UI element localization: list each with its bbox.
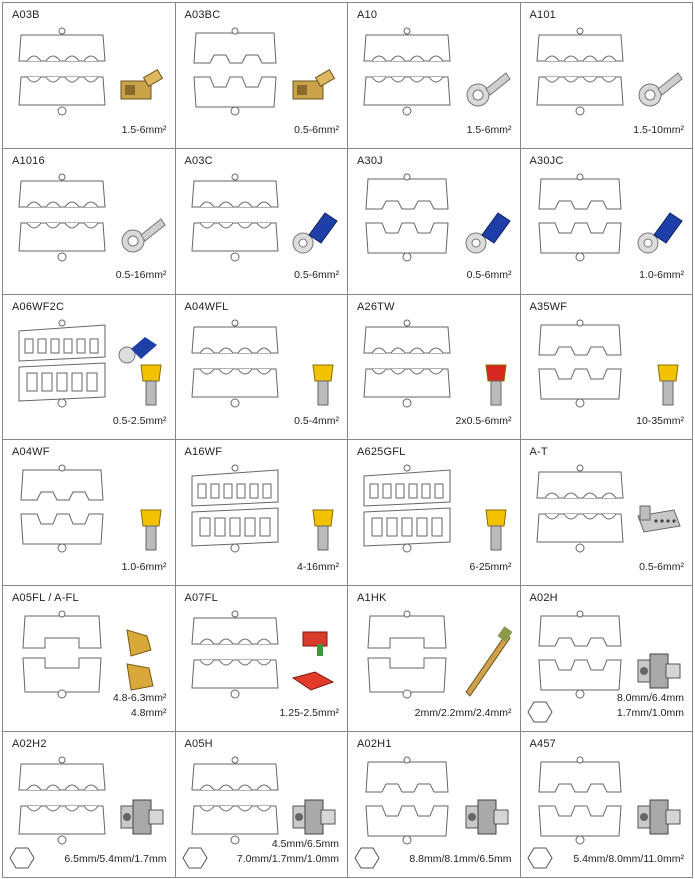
- crimp-die-illustration: [533, 25, 628, 119]
- product-code: A03B: [12, 9, 40, 21]
- product-cell: [348, 586, 521, 732]
- crimp-die-illustration: [15, 171, 110, 265]
- wire-range-spec: [237, 837, 339, 867]
- terminal-illustration: [462, 480, 512, 552]
- product-code: A02H2: [12, 738, 47, 751]
- product-cell: [3, 732, 176, 878]
- terminal-illustration: [117, 772, 167, 844]
- crimp-die-illustration: [360, 171, 455, 265]
- product-cell: [348, 732, 521, 878]
- terminal-illustration: [289, 772, 339, 844]
- terminal-illustration: [289, 189, 339, 261]
- terminal-illustration: [634, 189, 684, 261]
- product-code: A30JC: [529, 154, 564, 167]
- terminal-illustration: [634, 772, 684, 844]
- product-code: A1HK: [357, 592, 387, 605]
- wire-range-spec: 1.5-10mm²: [633, 123, 684, 136]
- product-grid: [2, 2, 693, 878]
- wire-range-spec-line: 4.8mm²: [130, 706, 167, 719]
- terminal-illustration: [289, 335, 339, 407]
- wire-range-spec: 1.0-6mm²: [121, 561, 167, 574]
- product-cell: [3, 149, 176, 295]
- wire-range-spec: 1.5-6mm²: [121, 123, 167, 136]
- wire-range-spec: 5.4mm/8.0mm/11.0mm²: [573, 852, 684, 865]
- terminal-illustration: [117, 43, 167, 115]
- wire-range-spec: 8.8mm/8.1mm/6.5mm: [409, 852, 512, 865]
- hex-profile-icon: [354, 845, 380, 871]
- product-code: A04WF: [12, 446, 50, 459]
- product-cell: [521, 295, 694, 441]
- crimp-die-illustration: [360, 317, 455, 411]
- crimp-die-illustration: [15, 754, 110, 848]
- terminal-illustration: [117, 189, 167, 261]
- terminal-illustration: [289, 626, 339, 698]
- hex-profile-icon: [527, 845, 553, 871]
- product-code: A35WF: [529, 300, 568, 313]
- wire-range-spec-line: 4.8-6.3mm²: [112, 691, 167, 704]
- hex-profile-icon: [182, 845, 208, 871]
- wire-range-spec: 4-16mm²: [296, 561, 339, 574]
- product-cell: [521, 3, 694, 149]
- hex-profile-icon: [9, 845, 35, 871]
- product-code: A457: [529, 738, 556, 751]
- product-cell: [521, 149, 694, 295]
- wire-range-spec-line: 8.0mm/6.4mm: [616, 691, 684, 704]
- product-cell: [3, 295, 176, 441]
- crimp-die-illustration: [188, 25, 283, 119]
- product-cell: [521, 586, 694, 732]
- product-code: A16WF: [184, 446, 223, 459]
- crimp-die-illustration: [188, 317, 283, 411]
- crimp-die-illustration: [533, 317, 628, 411]
- product-cell: [521, 440, 694, 586]
- crimp-die-illustration: [188, 608, 283, 702]
- product-code: A03BC: [184, 9, 221, 21]
- wire-range-spec: 0.5-6mm²: [294, 269, 339, 282]
- wire-range-spec: 0.5-6mm²: [639, 561, 684, 574]
- crimp-die-illustration: [360, 25, 455, 119]
- wire-range-spec: 1.0-6mm²: [639, 269, 684, 282]
- terminal-illustration: [462, 189, 512, 261]
- terminal-illustration: [462, 626, 512, 698]
- wire-range-spec: 0.5-2.5mm²: [112, 415, 167, 428]
- wire-range-spec: 0.5-6mm²: [466, 269, 512, 282]
- wire-range-spec: 1.5-6mm²: [466, 123, 512, 136]
- wire-range-spec: 1.25-2.5mm²: [279, 706, 339, 719]
- hex-profile-icon: [527, 699, 553, 725]
- product-cell: [348, 149, 521, 295]
- product-code: A-T: [529, 446, 548, 459]
- terminal-illustration: [289, 43, 339, 115]
- crimp-die-illustration: [533, 754, 628, 848]
- crimp-die-illustration: [360, 754, 455, 848]
- wire-range-spec: 2mm/2.2mm/2.4mm²: [414, 706, 512, 719]
- wire-range-spec-line: 4.5mm/6.5mm: [271, 837, 339, 850]
- terminal-illustration: [117, 626, 167, 698]
- crimp-die-illustration: [533, 608, 628, 702]
- wire-range-spec: [113, 691, 167, 721]
- product-cell: [176, 295, 349, 441]
- terminal-illustration: [634, 480, 684, 552]
- product-code: A05H: [184, 738, 213, 751]
- product-cell: [176, 149, 349, 295]
- product-cell: [348, 440, 521, 586]
- crimp-die-illustration: [360, 462, 455, 556]
- product-cell: [3, 586, 176, 732]
- terminal-illustration: [117, 480, 167, 552]
- crimp-die-illustration: [188, 171, 283, 265]
- product-code: A1016: [12, 154, 45, 167]
- product-code: A06WF2C: [12, 300, 65, 313]
- wire-range-spec-line: 7.0mm/1.7mm/1.0mm: [236, 852, 339, 865]
- crimp-die-illustration: [188, 754, 283, 848]
- product-code: A625GFL: [357, 446, 406, 459]
- crimp-die-illustration: [533, 462, 628, 556]
- product-cell: [176, 3, 349, 149]
- wire-range-spec: 6-25mm²: [469, 561, 512, 574]
- crimp-die-illustration: [15, 462, 110, 556]
- terminal-illustration: [634, 335, 684, 407]
- product-code: A101: [529, 9, 556, 21]
- product-cell: [348, 3, 521, 149]
- wire-range-spec: 10-35mm²: [636, 415, 684, 428]
- wire-range-spec: [617, 691, 684, 721]
- product-code: A03C: [184, 154, 213, 167]
- crimp-die-illustration: [533, 171, 628, 265]
- product-cell: [348, 295, 521, 441]
- product-code: A30J: [357, 154, 383, 167]
- product-cell: [3, 440, 176, 586]
- product-code: A02H: [529, 592, 558, 605]
- crimp-die-illustration: [15, 25, 110, 119]
- crimp-die-illustration: [15, 608, 110, 702]
- terminal-illustration: [462, 43, 512, 115]
- wire-range-spec: 0.5-16mm²: [115, 269, 167, 282]
- product-cell: [176, 586, 349, 732]
- product-cell: [176, 440, 349, 586]
- crimp-die-illustration: [188, 462, 283, 556]
- product-cell: [3, 3, 176, 149]
- product-code: A05FL / A-FL: [12, 592, 79, 605]
- product-code: A10: [357, 9, 378, 21]
- terminal-illustration: [117, 335, 167, 407]
- wire-range-spec: 6.5mm/5.4mm/1.7mm: [64, 852, 167, 865]
- product-code: A02H1: [357, 738, 392, 751]
- product-code: A07FL: [184, 592, 218, 605]
- wire-range-spec: 0.5-6mm²: [294, 123, 339, 136]
- terminal-illustration: [289, 480, 339, 552]
- wire-range-spec: 0.5-4mm²: [294, 415, 339, 428]
- product-cell: [176, 732, 349, 878]
- wire-range-spec: 2x0.5-6mm²: [455, 415, 512, 428]
- crimp-die-illustration: [15, 317, 110, 411]
- crimp-die-illustration: [360, 608, 455, 702]
- terminal-illustration: [462, 335, 512, 407]
- product-cell: [521, 732, 694, 878]
- product-code: A26TW: [357, 300, 395, 313]
- wire-range-spec-line: 1.7mm/1.0mm: [616, 706, 684, 719]
- terminal-illustration: [462, 772, 512, 844]
- terminal-illustration: [634, 43, 684, 115]
- product-code: A04WFL: [184, 300, 229, 313]
- terminal-illustration: [634, 626, 684, 698]
